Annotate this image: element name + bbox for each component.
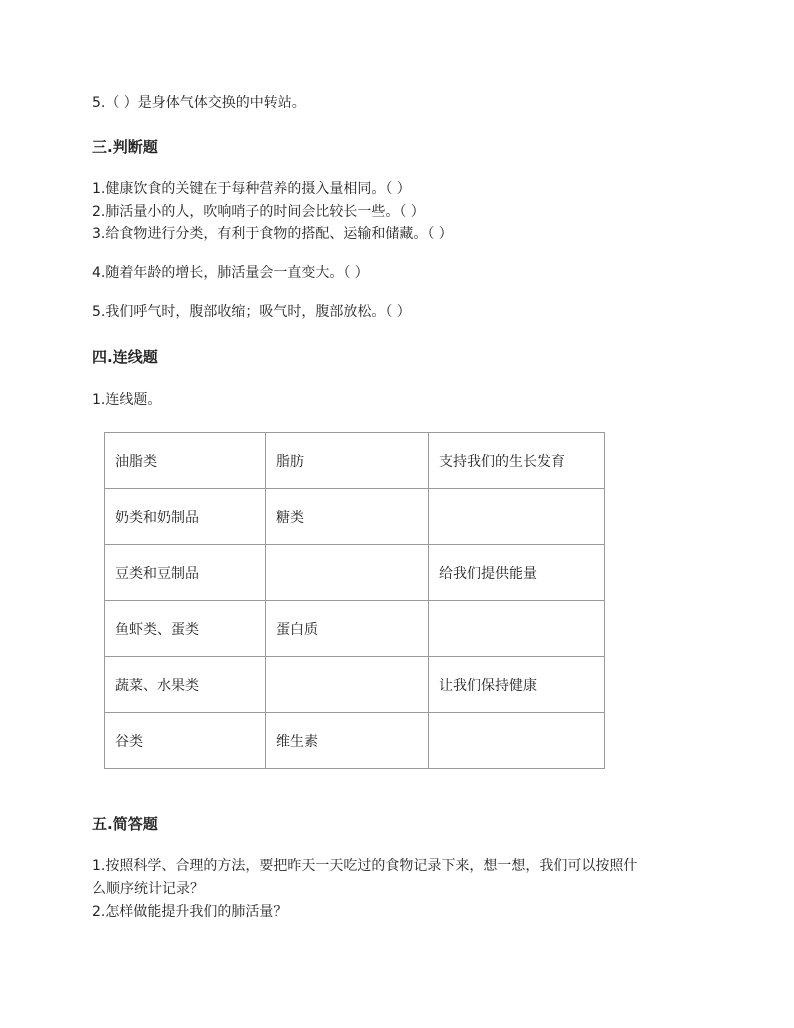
table-cell-nutrient: 蛋白质 <box>266 601 429 657</box>
table-cell-function: 给我们提供能量 <box>429 545 605 601</box>
table-cell-nutrient <box>266 657 429 713</box>
judgement-item-1: 1.健康饮食的关键在于每种营养的摄入量相同。（ ） <box>92 181 411 197</box>
table-cell-nutrient: 脂肪 <box>266 433 429 489</box>
matching-question: 1.连线题。 <box>92 392 162 408</box>
table-cell-function <box>429 489 605 545</box>
short-answer-question-2: 2.怎样做能提升我们的肺活量？ <box>92 904 288 920</box>
table-cell-nutrient: 糖类 <box>266 489 429 545</box>
table-cell-food: 蔬菜、水果类 <box>105 657 266 713</box>
section-heading-matching: 四.连线题 <box>92 348 158 366</box>
section-heading-short-answer: 五.简答题 <box>92 815 158 833</box>
table-cell-food: 油脂类 <box>105 433 266 489</box>
short-answer-question-1-line-2: 么顺序统计记录？ <box>92 881 204 897</box>
table-row <box>105 601 605 657</box>
table-cell-nutrient <box>266 545 429 601</box>
question-text: 5.（ ）是身体气体交换的中转站。 <box>92 95 306 111</box>
judgement-item-4: 4.随着年龄的增长，肺活量会一直变大。（ ） <box>92 265 369 281</box>
judgement-item-5: 5.我们呼气时，腹部收缩；吸气时，腹部放松。（ ） <box>92 304 411 320</box>
table-row <box>105 433 605 489</box>
judgement-item-3: 3.给食物进行分类，有利于食物的搭配、运输和储藏。（ ） <box>92 226 453 242</box>
table-row <box>105 545 605 601</box>
judgement-item-2: 2.肺活量小的人，吹响哨子的时间会比较长一些。（ ） <box>92 204 425 220</box>
table-row <box>105 489 605 545</box>
table-cell-function <box>429 601 605 657</box>
table-cell-food: 谷类 <box>105 713 266 769</box>
table-cell-nutrient: 维生素 <box>266 713 429 769</box>
table-cell-function <box>429 713 605 769</box>
table-row <box>105 713 605 769</box>
matching-table <box>104 432 605 769</box>
table-cell-function: 让我们保持健康 <box>429 657 605 713</box>
table-cell-food: 鱼虾类、蛋类 <box>105 601 266 657</box>
table-cell-function: 支持我们的生长发育 <box>429 433 605 489</box>
table-cell-food: 奶类和奶制品 <box>105 489 266 545</box>
short-answer-question-1-line-1: 1.按照科学、合理的方法，要把昨天一天吃过的食物记录下来，想一想，我们可以按照什 <box>92 858 638 874</box>
table-cell-food: 豆类和豆制品 <box>105 545 266 601</box>
section-heading-judgement: 三.判断题 <box>92 138 158 156</box>
table-row <box>105 657 605 713</box>
